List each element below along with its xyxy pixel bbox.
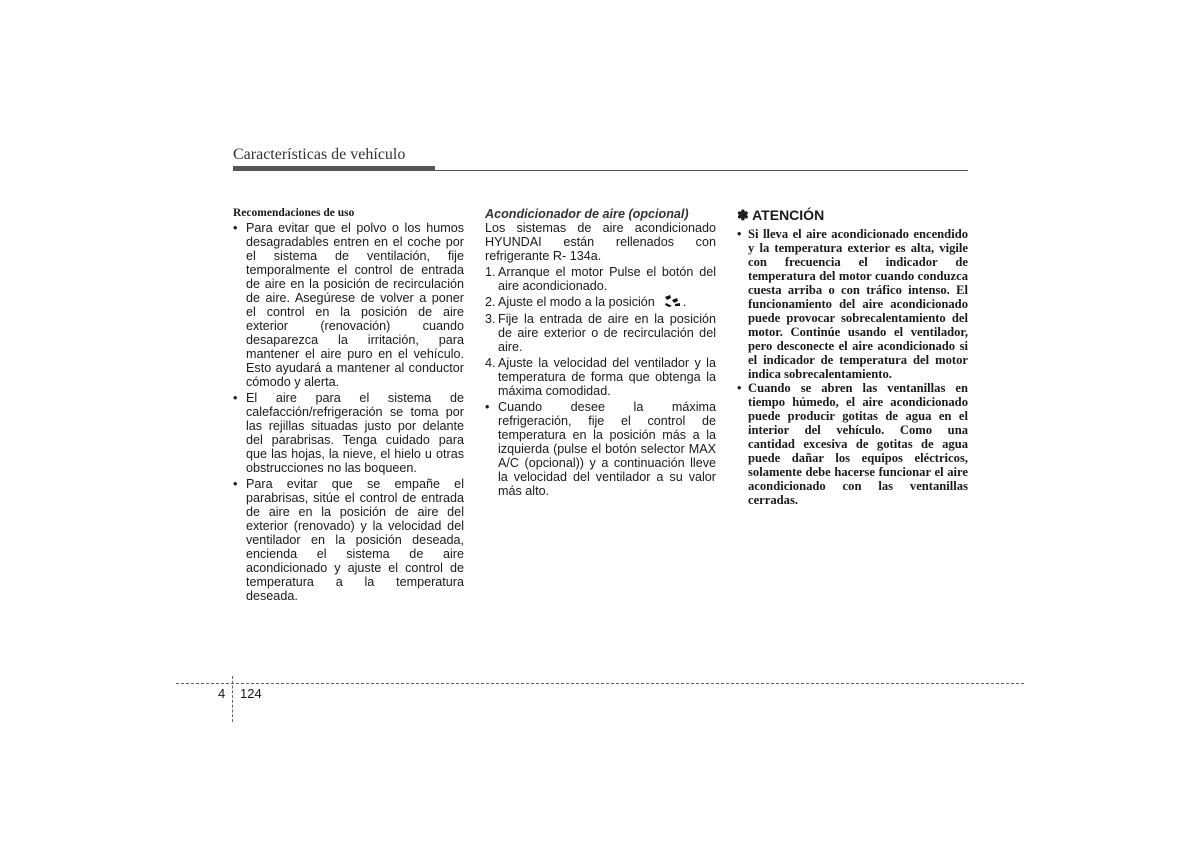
step-text: Ajuste la velocidad del ventilador y la temperatura de forma que obtenga la máxima comodidad.	[498, 356, 716, 399]
bullet-marker: •	[737, 381, 742, 395]
header-title: Características de vehículo	[233, 146, 406, 163]
list-item-text: Para evitar que se empañe el parabrisas, sitúe el control de entrada de aire en la posición de aire del exterior (renovado) y la velocidad del ventilador en la posición deseada, encienda el sistema de aire acondicionado y ajuste el control de temperatura a la temperatura deseada.	[246, 477, 464, 603]
step-item	[485, 356, 716, 398]
page-number: 124	[240, 686, 262, 701]
list-item	[233, 221, 464, 389]
bullet-marker: •	[485, 400, 490, 415]
caution-heading-text: ATENCIÓN	[752, 207, 825, 223]
step-text: Ajuste el modo a la posición	[498, 295, 655, 309]
floor-vent-mode-icon	[663, 295, 681, 310]
page-section-number: 4	[218, 686, 226, 701]
list-item	[737, 227, 968, 381]
caution-symbol-icon: ✽	[737, 207, 749, 223]
bullet-marker: •	[233, 391, 238, 405]
list-item-text: Cuando desee la máxima refrigeración, fije el control de temperatura en la posición más a la izquierda (pulse el botón selector MAX A/C (opcional)) y a continuación lleve la velocidad del ventilador a su valor más alto.	[498, 400, 716, 499]
list-item-text: Para evitar que el polvo o los humos desagradables entren en el coche por el sistema de ventilación, fije temporalmente el control de entrada de aire en la posición de recirculación de aire. Asegúrese de volver a poner el control en la posición de aire exterior (renovación) cuando desaparezca la irritación, para mantener el aire puro en el vehículo. Esto ayudará a mantener al conductor cómodo y alerta.	[246, 221, 464, 389]
step-number: 4.	[485, 356, 496, 371]
step-item	[485, 295, 716, 310]
ac-heading: Acondicionador de aire (opcional)	[485, 207, 689, 221]
footer-vertical-rule	[232, 676, 233, 722]
bullet-marker: •	[233, 221, 238, 235]
list-item-text: Cuando se abren las ventanillas en tiempo húmedo, el aire acondicionado puede producir gotitas de agua en el interior del vehículo. Como una cantidad excesiva de gotitas de agua puede dañar los equipos eléctricos, solamente debe hacerse funcionar el aire acondicionado con las ventanillas cerradas.	[748, 381, 968, 507]
usage-heading: Recomendaciones de uso	[233, 207, 355, 219]
footer-dashed-rule	[176, 683, 1024, 684]
list-item	[233, 391, 464, 475]
list-item-text: El aire para el sistema de calefacción/refrigeración se toma por las rejillas situadas justo por delante del parabrisas. Tenga cuidado para que las hojas, la nieve, el hielo u otras obstrucciones no las boqueen.	[246, 391, 464, 475]
column-air-conditioner	[485, 207, 716, 500]
column-caution	[737, 207, 968, 507]
ac-intro: Los sistemas de aire acondicionado HYUNDAI están rellenados con refrigerante R- 134a.	[485, 221, 716, 263]
list-item	[737, 381, 968, 507]
bullet-marker: •	[737, 227, 742, 241]
caution-heading	[737, 207, 968, 224]
ac-bullets	[485, 400, 716, 498]
column-usage-recommendations	[233, 207, 464, 605]
step-text: Arranque el motor Pulse el botón del aire acondicionado.	[498, 265, 716, 293]
header-rule	[233, 170, 968, 171]
step-number: 3.	[485, 312, 496, 327]
step-text: Fije la entrada de aire en la posición de aire exterior o de recirculación del aire.	[498, 312, 716, 355]
ac-steps	[485, 265, 716, 398]
step-text-after: .	[682, 295, 687, 309]
step-item	[485, 265, 716, 293]
step-item	[485, 312, 716, 354]
caution-list	[737, 227, 968, 507]
step-number: 1.	[485, 265, 496, 279]
list-item	[233, 477, 464, 603]
list-item	[485, 400, 716, 498]
list-item-text: Si lleva el aire acondicionado encendido y la temperatura exterior es alta, vigile con frecuencia el indicador de temperatura del motor cuando conduzca cuesta arriba o con tráfico intenso. El funcionamiento del aire acondicionado puede provocar sobrecalentamiento del motor. Continúe usando el ventilador, pero desconecte el aire acondicionado si el indicador de temperatura del motor indica sobrecalentamiento.	[748, 227, 968, 381]
bullet-marker: •	[233, 477, 238, 491]
usage-list	[233, 221, 464, 603]
step-number: 2.	[485, 295, 496, 309]
